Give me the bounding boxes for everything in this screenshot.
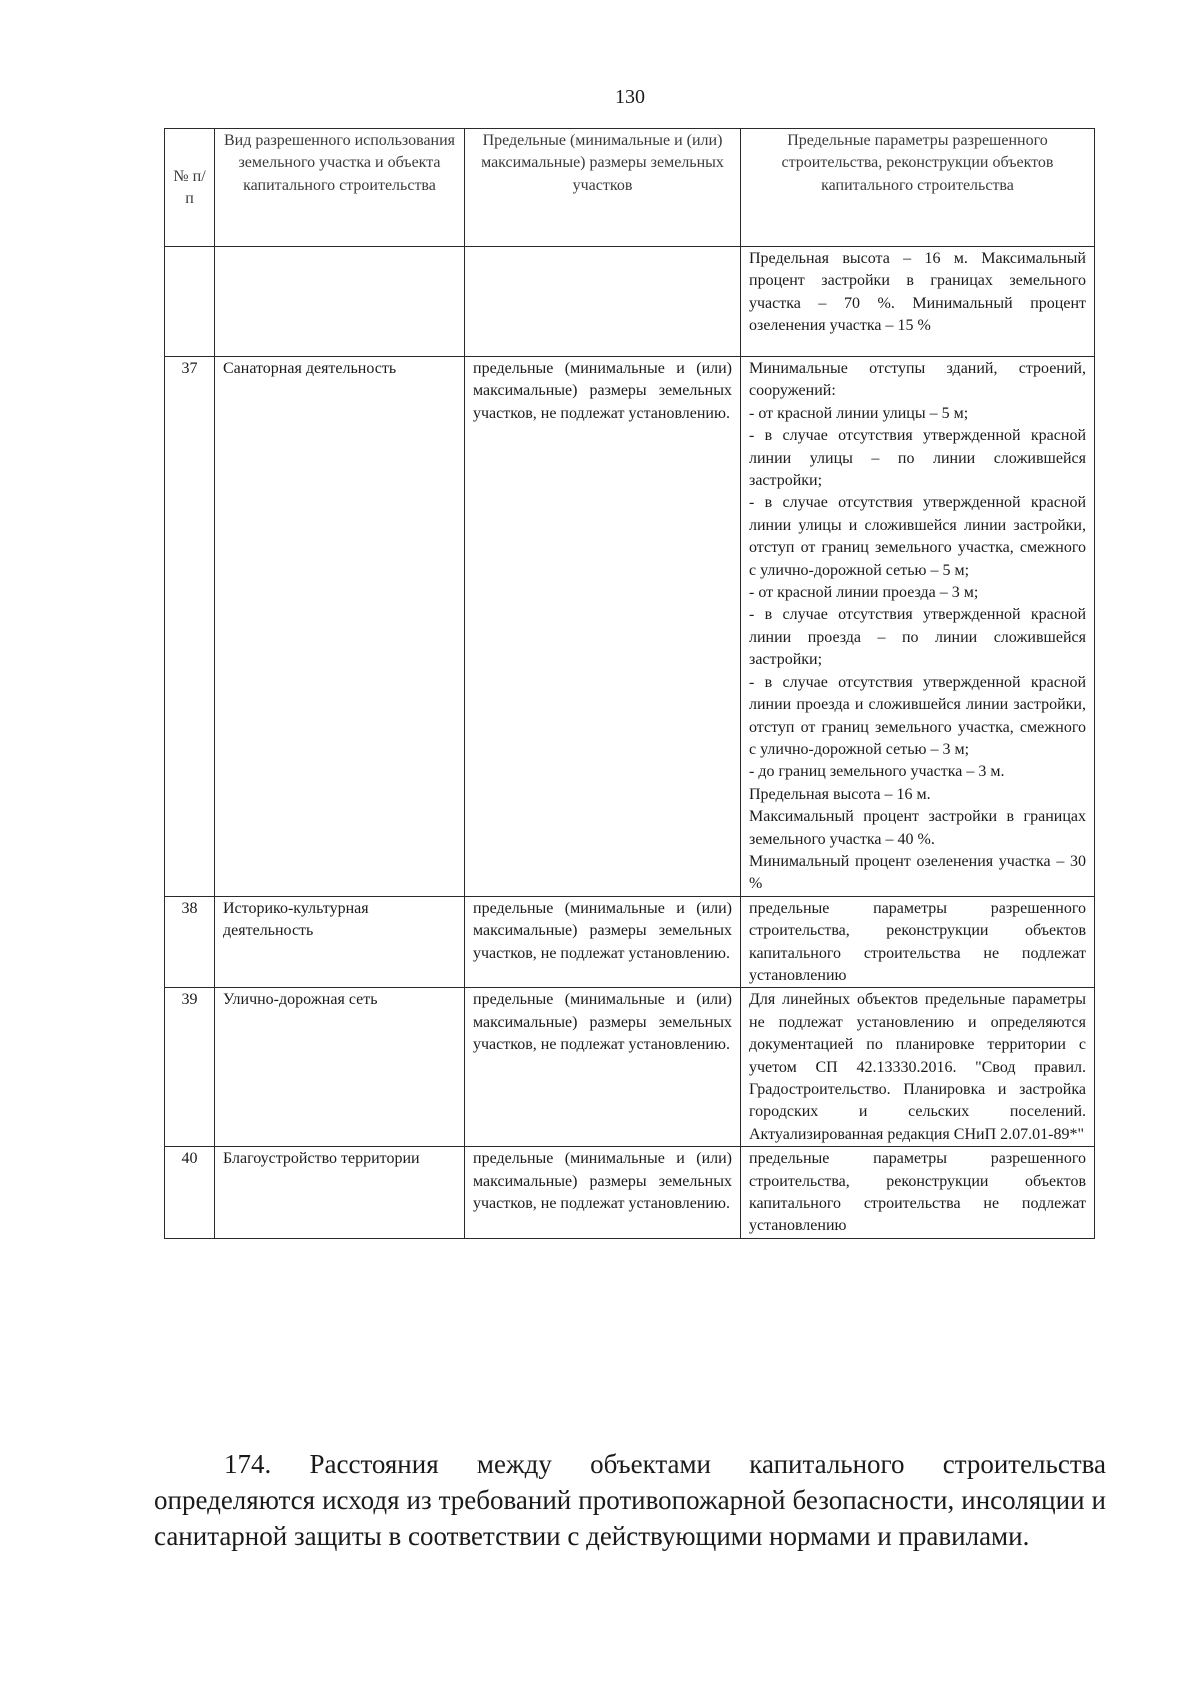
row-build-params: Предельная высота – 16 м. Максимальный процент застройки в границах земельного участка – 70 %. Минимальный процент озеленения участка – 15 %	[741, 247, 1095, 357]
row-plot-size: предельные (минимальные и (или) максимальные) размеры земельных участков, не подлежат установлению.	[465, 988, 741, 1147]
row-use-type: Историко-культурная деятельность	[215, 896, 465, 988]
param-line: - до границ земельного участка – 3 м.	[749, 763, 1005, 781]
table-row	[165, 896, 1095, 988]
param-line: - в случае отсутствия утвержденной красной линии проезда – по линии сложившейся застройки;	[749, 606, 1086, 669]
table-row	[165, 357, 1095, 897]
row-number	[165, 247, 215, 357]
param-line: - в случае отсутствия утвержденной красной линии проезда и сложившейся линии застройки, отступ от границ земельного участка, смежного с улично-дорожной сетью – 3 м;	[749, 673, 1086, 758]
header-build-params: Предельные параметры разрешенного строительства, реконструкции объектов капитального строительства	[741, 129, 1095, 247]
param-line: - от красной линии проезда – 3 м;	[749, 584, 979, 602]
header-use-type: Вид разрешенного использования земельного участка и объекта капитального строительства	[215, 129, 465, 247]
row-plot-size: предельные (минимальные и (или) максимальные) размеры земельных участков, не подлежат установлению.	[465, 1147, 741, 1239]
param-line: - от красной линии улицы – 5 м;	[749, 404, 969, 422]
row-plot-size: предельные (минимальные и (или) максимальные) размеры земельных участков, не подлежат установлению.	[465, 357, 741, 897]
row-number: 37	[165, 357, 215, 897]
row-plot-size: предельные (минимальные и (или) максимальные) размеры земельных участков, не подлежат установлению.	[465, 896, 741, 988]
param-line: Минимальный процент озеленения участка – 30 %	[749, 852, 1086, 893]
row-plot-size	[465, 247, 741, 357]
table-row	[165, 247, 1095, 357]
param-line: Максимальный процент застройки в границах земельного участка – 40 %.	[749, 808, 1086, 848]
header-plot-size: Предельные (минимальные и (или) максимальные) размеры земельных участков	[465, 129, 741, 247]
row-build-params: предельные параметры разрешенного строительства, реконструкции объектов капитального строительства не подлежат установлению	[741, 1147, 1095, 1239]
regulations-table	[164, 128, 1095, 1239]
row-number: 38	[165, 896, 215, 988]
row-build-params	[741, 357, 1095, 897]
paragraph-174: 174. Расстояния между объектами капитального строительства определяются исходя из требований противопожарной безопасности, инсоляции и санитарной защиты в соответствии с действующими нормами и правилами.	[154, 1449, 1106, 1551]
table-row	[165, 988, 1095, 1147]
row-use-type	[215, 247, 465, 357]
param-line: Предельная высота – 16 м.	[749, 785, 931, 803]
row-use-type: Санаторная деятельность	[215, 357, 465, 897]
row-number: 40	[165, 1147, 215, 1239]
row-build-params: Для линейных объектов предельные параметры не подлежат установлению и определяются документацией по планировке территории с учетом СП 42.13330.2016. "Свод правил. Градостроительство. Планировка и застройка городских и сельских поселений. Актуализированная редакция СНиП 2.07.01-89*"	[741, 988, 1095, 1147]
row-use-type: Улично-дорожная сеть	[215, 988, 465, 1147]
page-number: 130	[615, 86, 645, 108]
param-line: - в случае отсутствия утвержденной красной линии улицы и сложившейся линии застройки, отступ от границ земельного участка, смежного с улично-дорожной сетью – 5 м;	[749, 494, 1086, 579]
table-row	[165, 1147, 1095, 1239]
table-header-row	[165, 129, 1095, 247]
header-number: № п/п	[165, 129, 215, 247]
row-number: 39	[165, 988, 215, 1147]
row-build-params: предельные параметры разрешенного строительства, реконструкции объектов капитального строительства не подлежат установлению	[741, 896, 1095, 988]
param-line: - в случае отсутствия утвержденной красной линии улицы – по линии сложившейся застройки;	[749, 427, 1086, 490]
row-use-type: Благоустройство территории	[215, 1147, 465, 1239]
param-line: Минимальные отступы зданий, строений, сооружений:	[749, 360, 1086, 400]
